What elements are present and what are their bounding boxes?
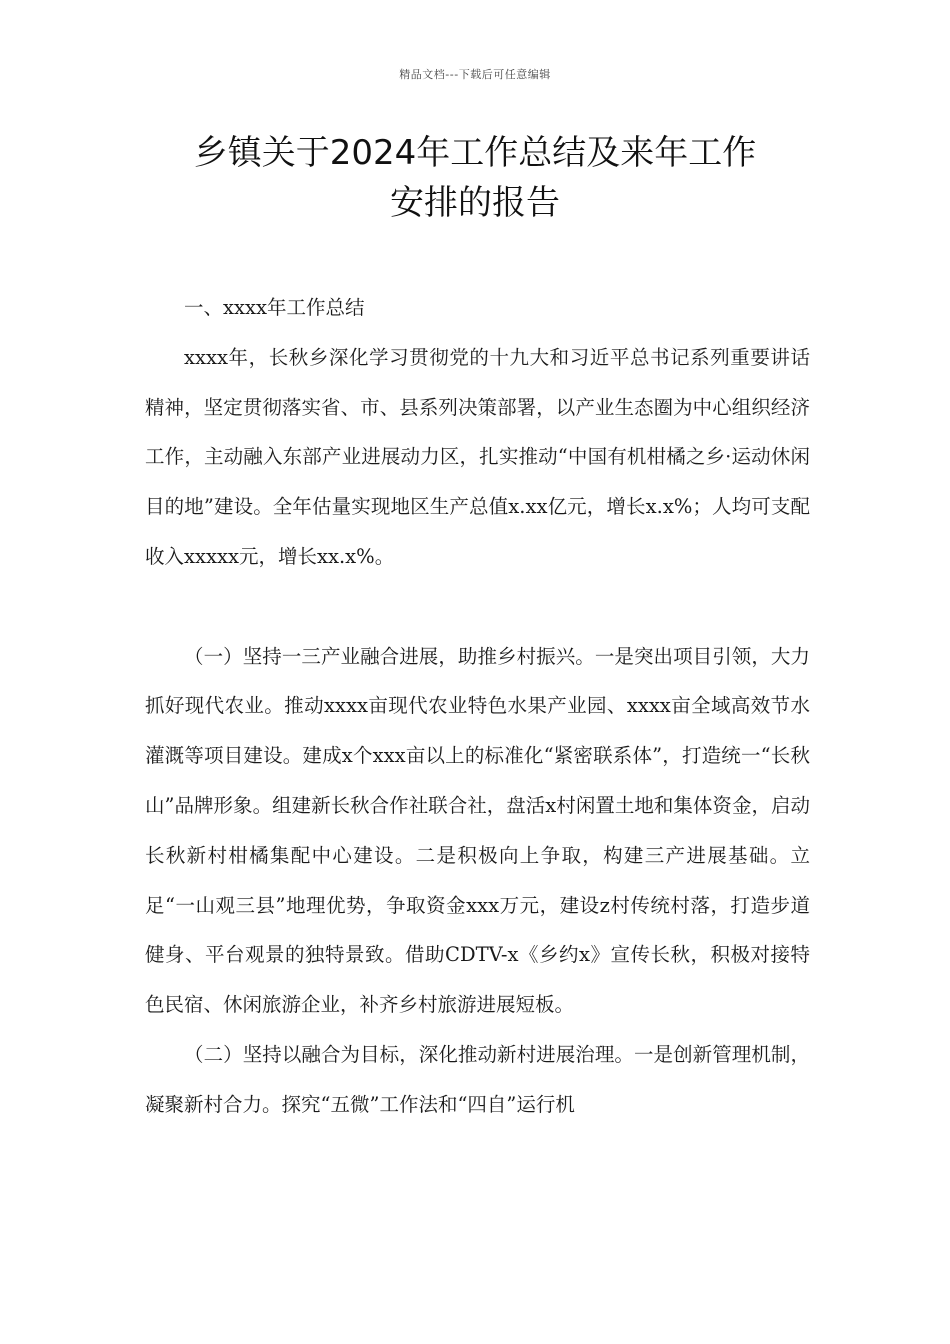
document-title (90, 128, 860, 228)
document-title-line-1: 乡镇关于2024年工作总结及来年工作 (193, 133, 757, 173)
document-body (145, 283, 810, 1130)
body-paragraph: （一）坚持一三产业融合进展，助推乡村振兴。一是突出项目引领，大力抓好现代农业。推动xxxx亩现代农业特色水果产业园、xxxx亩全域高效节水灌溉等项目建设。建成x个xxx亩以上的标准化“紧密联系体”，打造统一“长秋山”品牌形象。组建新长秋合作社联合社，盘活x村闲置土地和集体资金，启动长秋新村柑橘集配中心建设。二是积极向上争取，构建三产进展基础。立足“一山观三县”地理优势，争取资金xxx万元，建设z村传统村落，打造步道健身、平台观景的独特景致。借助CDTV-x《乡约x》宣传长秋，积极对接特色民宿、休闲旅游企业，补齐乡村旅游进展短板。 (145, 644, 810, 1017)
document-title-line-2: 安排的报告 (390, 183, 560, 223)
body-paragraph: （二）坚持以融合为目标，深化推动新村进展治理。一是创新管理机制，凝聚新村合力。探究“五微”工作法和“四自”运行机 (145, 1042, 810, 1116)
section-heading: 一、xxxx年工作总结 (184, 296, 365, 319)
page-header-note: 精品文档---下载后可任意编辑 (399, 68, 551, 81)
body-paragraph: xxxx年，长秋乡深化学习贯彻党的十九大和习近平总书记系列重要讲话精神，坚定贯彻落实省、市、县系列决策部署，以产业生态圈为中心组织经济工作，主动融入东部产业进展动力区，扎实推动“中国有机柑橘之乡·运动休闲目的地”建设。全年估量实现地区生产总值x.xx亿元，增长x.x%；人均可支配收入xxxxx元，增长xx.x%。 (145, 345, 810, 568)
